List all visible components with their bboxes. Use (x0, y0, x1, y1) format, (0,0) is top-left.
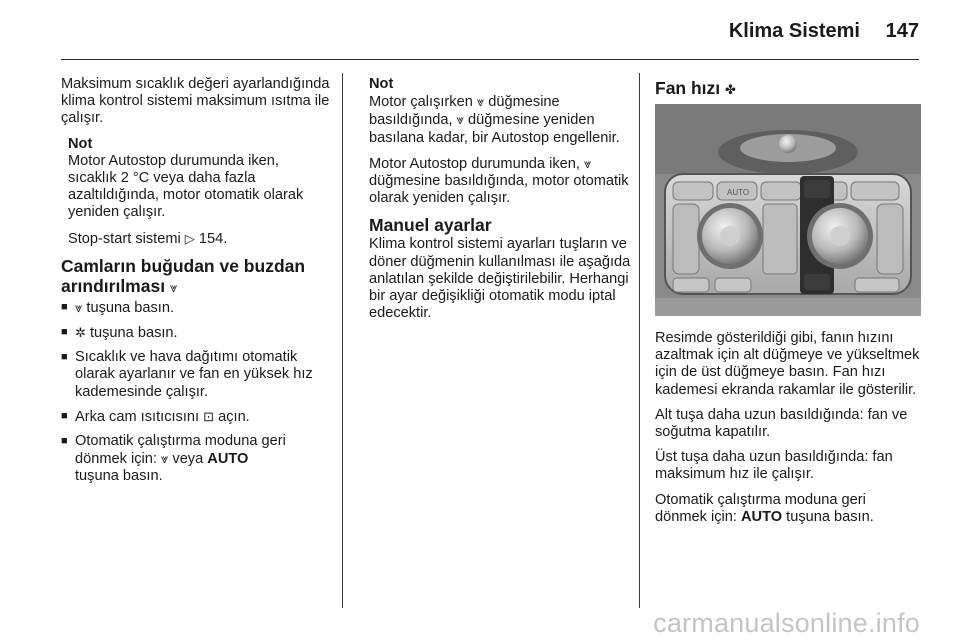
windscreen-defrost-icon: ⩔ (456, 112, 464, 128)
fan-paragraph-2: Alt tuşa daha uzun basıldığında: fan ve soğutma kapatılır. (655, 406, 908, 441)
windscreen-defrost-icon: ⩔ (169, 279, 178, 295)
watermark: carmanualsonline.info (653, 608, 920, 638)
rear-window-heater-icon: ⊡ (203, 408, 215, 424)
climate-control-panel-photo (655, 104, 921, 316)
fan-icon: ✤ (725, 82, 736, 97)
windscreen-defrost-icon: ⩔ (476, 94, 485, 110)
list-item: ■ Otomatik çalıştırma moduna geri dönmek için: ⩔ veya AUTO tuşuna basın. (61, 433, 286, 485)
fan-paragraph-4: Otomatik çalıştırma moduna geri dönmek için: AUTO tuşuna basın. (655, 491, 874, 525)
note-paragraph-2: Motor Autostop durumunda iken, ⩔ düğmesine basıldığında, motor otomatik olarak yeniden çalışır. (369, 155, 629, 207)
column-3 (655, 76, 921, 534)
list-item: ■ ⩔ tuşuna basın. (61, 299, 175, 316)
column-divider-right (639, 73, 640, 608)
header-rule (61, 59, 919, 60)
manual-settings-text: Klima kontrol sistemi ayarları tuşların ve döner düğmenin kullanılması ile aşağıda anlatılan şekilde değiştirilebilir. Herhangi bir ayar değişikliği otomatik modu iptal edecektir. (369, 236, 631, 322)
intro-paragraph: Maksimum sıcaklık değeri ayarlandığında klima kontrol sistemi maksimum ısıtma ile çalışır. (61, 76, 330, 127)
manual-settings-heading: Manuel ayarlar (369, 215, 492, 236)
defog-heading: Camların buğudan ve buzdan arındırılması ⩔ (61, 255, 306, 296)
windscreen-defrost-icon: ⩔ (161, 451, 169, 467)
column-1 (61, 76, 331, 493)
note-heading: Not (68, 135, 93, 152)
stop-start-reference: Stop-start sistemi ▷ 154. (68, 230, 228, 247)
page-reference[interactable]: 154. (198, 230, 228, 247)
air-conditioning-icon: ✲ (75, 325, 86, 341)
climate-panel-illustration (655, 104, 921, 316)
windscreen-defrost-icon: ⩔ (75, 299, 83, 315)
reference-arrow-icon: ▷ (184, 230, 195, 246)
fan-paragraph-1: Resimde gösterildiği gibi, fanın hızını azaltmak için alt düğmeye ve yükseltmek için de üst düğmeye basın. Fan hızı kademesi ekranda rakamlar ile gösterilir. (655, 330, 920, 398)
note-text: Motor Autostop durumunda iken, sıcaklık 2 °C veya daha fazla azaltıldığında, motor otomatik olarak yeniden çalışır. (68, 152, 304, 221)
list-item: ■ ✲ tuşuna basın. (61, 325, 178, 342)
note-paragraph-1: Motor çalışırken ⩔ düğmesine basıldığında, ⩔ düğmesine yeniden basılana kadar, bir Autostop engellenir. (369, 94, 620, 146)
photo-auto-label: AUTO (727, 188, 750, 197)
windscreen-defrost-icon: ⩔ (584, 155, 592, 171)
page-number: 147 (885, 20, 919, 42)
column-divider-left (342, 73, 343, 608)
fan-paragraph-3: Üst tuşa daha uzun basıldığında: fan maksimum hız ile çalışır. (655, 449, 893, 483)
page-title: Klima Sistemi (728, 20, 860, 42)
auto-label: AUTO (207, 451, 249, 468)
list-item: ■ Arka cam ısıtıcısını ⊡ açın. (61, 408, 250, 425)
fan-speed-heading: Fan hızı ✤ (655, 78, 736, 98)
column-2 (369, 76, 631, 330)
list-item: ■ Sıcaklık ve hava dağıtımı otomatik olarak ayarlanır ve fan en yüksek hız kademesinde çalışır. (61, 349, 313, 400)
auto-label: AUTO (741, 508, 783, 525)
defog-steps-list (61, 299, 331, 486)
note-heading: Not (369, 76, 394, 92)
page-header (0, 0, 960, 62)
note-block (61, 136, 331, 248)
